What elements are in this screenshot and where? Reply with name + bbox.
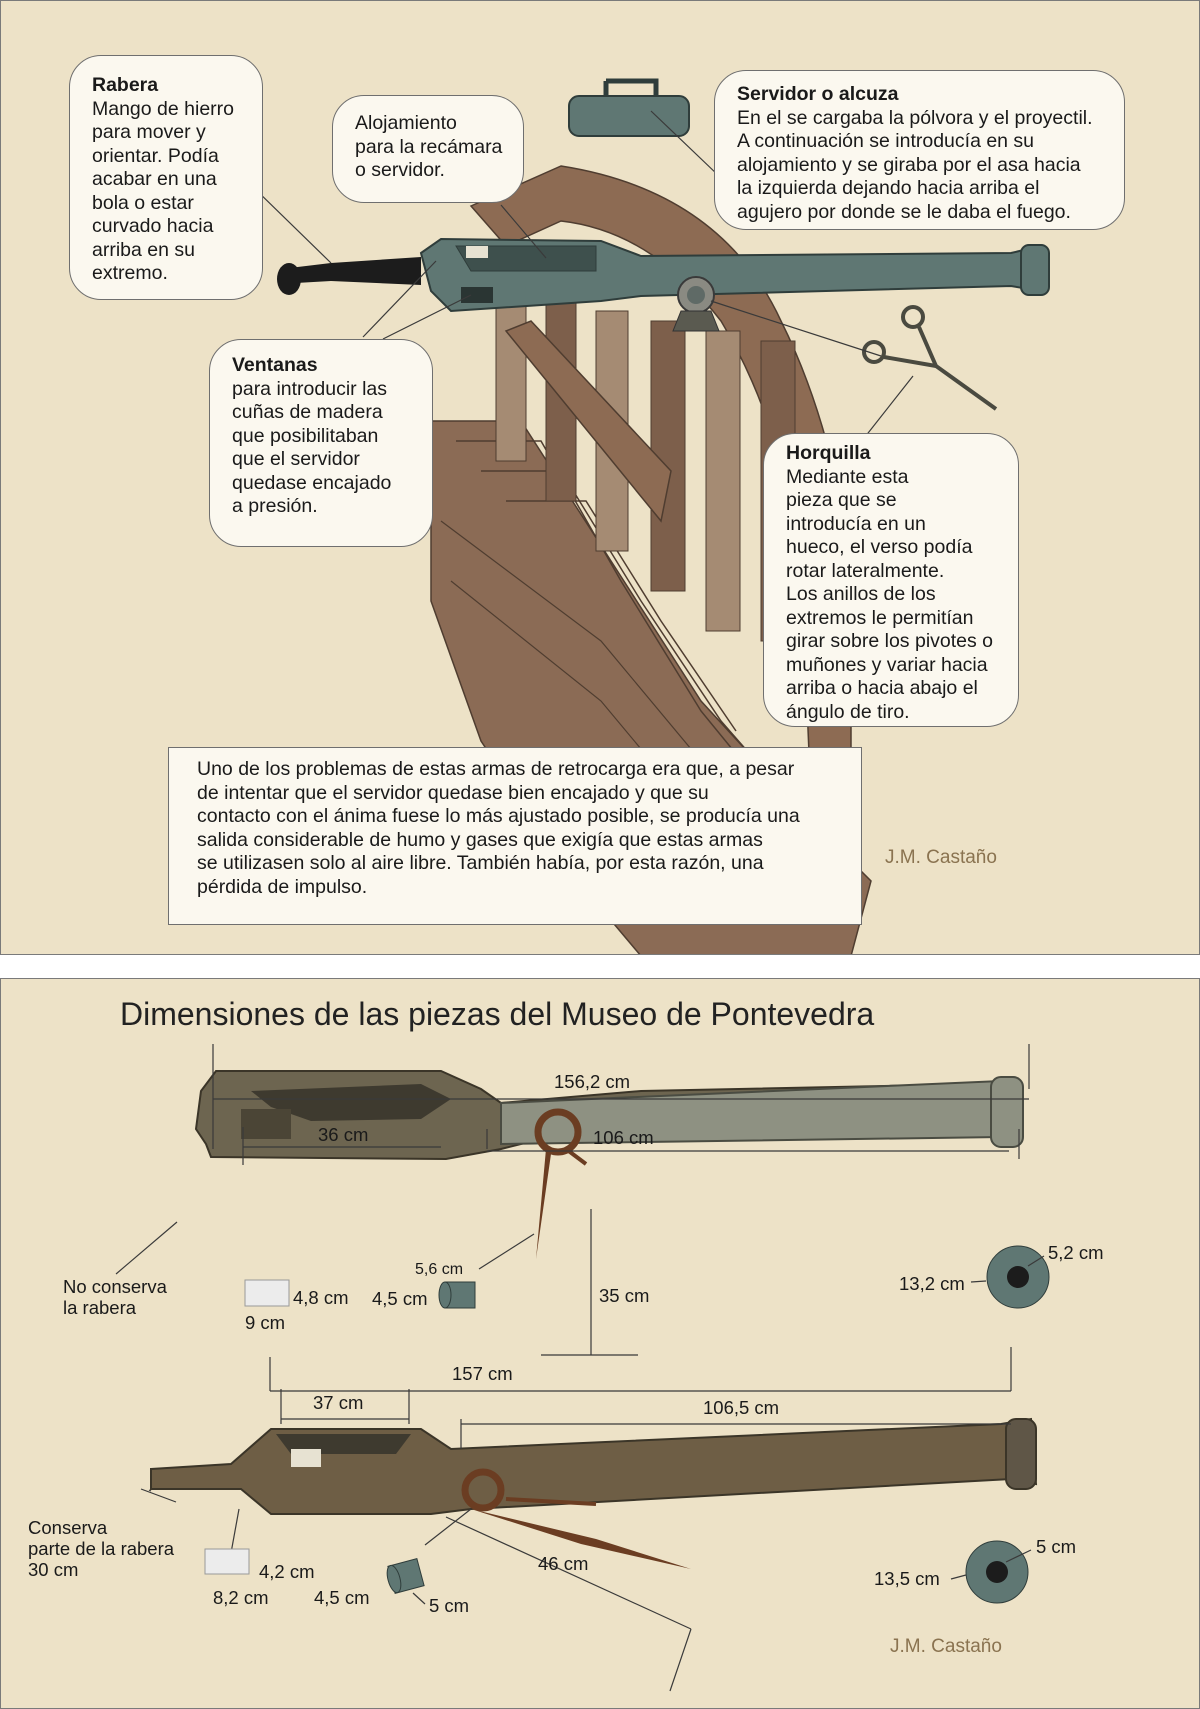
gun1-muzzle-section xyxy=(971,1246,1049,1308)
gun1-barrel-length: 106 cm xyxy=(593,1127,654,1148)
gun1-muzzle-bore: 5,2 cm xyxy=(1048,1242,1104,1263)
horquilla-text: Mediante esta pieza que se introducía en un hueco, el verso podía rotar lateralmente. Los anillos de los extremos le permitían girar sobre los pivotes o muñones y variar hacia arriba o hacia abajo el ángulo de tiro. xyxy=(786,465,994,723)
gun1-servidor-top: 5,6 cm xyxy=(415,1261,464,1278)
rabera-callout xyxy=(69,55,263,300)
gun1-total-length: 156,2 cm xyxy=(554,1071,631,1092)
gun1-window-width: 4,8 cm xyxy=(293,1287,349,1308)
gun2-window-swatch xyxy=(205,1549,249,1574)
ventanas-text: para introducir las cuñas de madera que posibilitaban que el servidor quedase encajado a presión. xyxy=(232,377,392,517)
alojamiento-text: Alojamiento para la recámara o servidor. xyxy=(355,112,503,181)
gun2-barrel-length: 106,5 cm xyxy=(703,1397,780,1418)
rabera-text: Mango de hierro para mover y orientar. Podía acabar en una bola o estar curvado hacia arriba en su extremo. xyxy=(92,97,235,284)
horquilla-drawing xyxy=(864,307,996,409)
gun2-servidor-diameter: 4,5 cm xyxy=(314,1587,370,1608)
gun2-total-length: 157 cm xyxy=(452,1363,513,1384)
servidor-title: Servidor o alcuza xyxy=(737,83,899,105)
horquilla-callout xyxy=(763,433,1019,727)
gun2-chamber-length: 37 cm xyxy=(313,1392,364,1413)
gun2-servidor-length: 5 cm xyxy=(429,1595,470,1616)
gun2-muzzle-section xyxy=(951,1541,1031,1603)
gun2-photo xyxy=(151,1419,1036,1569)
gun2-window-length: 8,2 cm xyxy=(213,1587,269,1608)
retrocarga-note: Uno de los problemas de estas armas de retrocarga era que, a pesar de intentar que el servidor quedase bien encajado y que su contacto con el ánima fuese lo más ajustado posible, se producía una salida considerable de humo y gases que exigía que estas armas se utilizasen solo al aire libre. También había, por esta razón, una pérdida de impulso. xyxy=(168,747,862,925)
gun2-dimension-lines xyxy=(141,1347,1011,1691)
ventanas-callout xyxy=(209,339,433,547)
signature-bottom: J.M. Castaño xyxy=(890,1636,1002,1657)
bottom-panel xyxy=(0,978,1200,1709)
gun1-chamber-length: 36 cm xyxy=(318,1124,369,1145)
gun1-servidor-swatch xyxy=(439,1282,475,1308)
servidor-callout xyxy=(714,70,1125,230)
ventanas-title: Ventanas xyxy=(232,354,318,376)
gun2-muzzle-bore: 5 cm xyxy=(1036,1536,1077,1557)
horquilla-title: Horquilla xyxy=(786,442,871,464)
dimensions-title: Dimensiones de las piezas del Museo de Pontevedra xyxy=(120,996,875,1032)
gun1-window-swatch xyxy=(245,1280,289,1306)
alojamiento-callout xyxy=(332,95,524,203)
gun2-rabera-note: Conserva parte de la rabera 30 cm xyxy=(28,1517,175,1580)
rabera-title: Rabera xyxy=(92,74,159,96)
gun1-rabera-note: No conserva la rabera xyxy=(63,1276,167,1318)
gun2-fork-length: 46 cm xyxy=(538,1553,589,1574)
gun2-muzzle-outer: 13,5 cm xyxy=(874,1568,940,1589)
signature-top: J.M. Castaño xyxy=(885,847,997,868)
gun2-servidor-swatch xyxy=(385,1559,425,1594)
gun1-servidor-diameter: 4,5 cm xyxy=(372,1288,428,1309)
gun1-fork-length: 35 cm xyxy=(599,1285,650,1306)
servidor-drawing xyxy=(569,81,689,136)
gun1-muzzle-outer: 13,2 cm xyxy=(899,1273,965,1294)
gun1-window-length: 9 cm xyxy=(245,1312,286,1333)
servidor-text: En el se cargaba la pólvora y el proyectil. A continuación se introducía en su alojamiento y se giraba por el asa hacia la izquierda dejando hacia arriba el agujero por donde se le daba el fuego. xyxy=(737,106,1093,223)
gun2-window-width: 4,2 cm xyxy=(259,1561,315,1582)
